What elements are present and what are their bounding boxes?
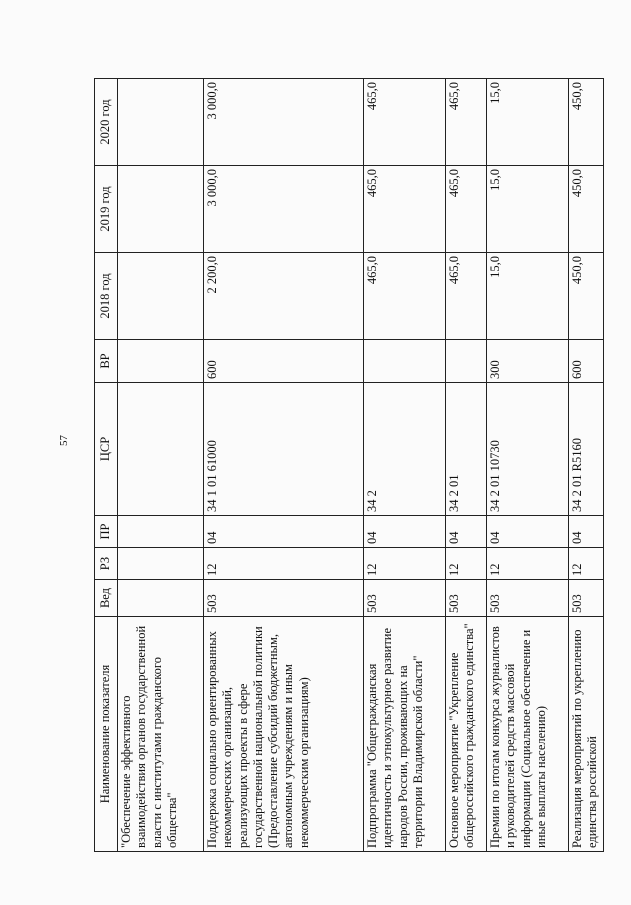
header-vr: ВР (95, 340, 118, 383)
cell-csr: 34 2 01 (446, 383, 487, 516)
header-name: Наименование показателя (95, 617, 118, 852)
budget-table (94, 78, 604, 852)
cell-name: Реализация мероприятий по укреплению единства российской (569, 617, 604, 852)
header-rz: РЗ (95, 548, 118, 580)
cell-pr: 04 (569, 516, 604, 548)
cell-2019: 465,0 (446, 166, 487, 253)
cell-ved: 503 (569, 580, 604, 617)
cell-ved: 503 (364, 580, 446, 617)
cell-2019 (118, 166, 204, 253)
header-2018: 2018 год (95, 253, 118, 340)
cell-ved: 503 (487, 580, 569, 617)
cell-rz: 12 (487, 548, 569, 580)
cell-vr (364, 340, 446, 383)
cell-pr: 04 (204, 516, 364, 548)
cell-rz: 12 (364, 548, 446, 580)
header-pr: ПР (95, 516, 118, 548)
cell-2020: 465,0 (364, 79, 446, 166)
cell-vr: 600 (569, 340, 604, 383)
cell-csr (118, 383, 204, 516)
cell-ved: 503 (446, 580, 487, 617)
cell-2020: 3 000,0 (204, 79, 364, 166)
cell-rz: 12 (204, 548, 364, 580)
cell-csr: 34 2 01 R5160 (569, 383, 604, 516)
page-number: 57 (58, 435, 70, 446)
cell-2018 (118, 253, 204, 340)
cell-2019: 450,0 (569, 166, 604, 253)
cell-2018: 465,0 (364, 253, 446, 340)
cell-name: "Обеспечение эффективного взаимодействия органов государственной власти с институтами гражданского общества" (118, 617, 204, 852)
cell-pr (118, 516, 204, 548)
cell-2020: 465,0 (446, 79, 487, 166)
cell-pr: 04 (446, 516, 487, 548)
table-row (118, 79, 204, 852)
cell-vr (118, 340, 204, 383)
cell-2018: 15,0 (487, 253, 569, 340)
cell-2019: 3 000,0 (204, 166, 364, 253)
cell-2018: 2 200,0 (204, 253, 364, 340)
cell-2020 (118, 79, 204, 166)
header-2020: 2020 год (95, 79, 118, 166)
cell-ved (118, 580, 204, 617)
table-header-row (95, 79, 118, 852)
cell-2020: 450,0 (569, 79, 604, 166)
cell-name: Поддержка социально ориентированных некоммерческих организаций, реализующих проекты в сфере государственной национальной политики (Предоставление субсидий бюджетным, автономным учреждениям и иным некоммерческим организациям) (204, 617, 364, 852)
rotated-table-container (94, 78, 600, 852)
cell-vr (446, 340, 487, 383)
cell-2018: 465,0 (446, 253, 487, 340)
table-row (569, 79, 604, 852)
cell-csr: 34 2 (364, 383, 446, 516)
table-row (364, 79, 446, 852)
cell-pr: 04 (487, 516, 569, 548)
cell-name: Премии по итогам конкурса журналистов и руководителей средств массовой информации (Социальное обеспечение и иные выплаты населению) (487, 617, 569, 852)
cell-rz (118, 548, 204, 580)
table-row (487, 79, 569, 852)
cell-2020: 15,0 (487, 79, 569, 166)
table-row (204, 79, 364, 852)
cell-ved: 503 (204, 580, 364, 617)
header-ved: Вед (95, 580, 118, 617)
cell-name: Подпрограмма "Общегражданская идентичность и этнокультурное развитие народов России, проживающих на территории Владимирской области" (364, 617, 446, 852)
cell-2019: 465,0 (364, 166, 446, 253)
cell-csr: 34 1 01 61000 (204, 383, 364, 516)
cell-csr: 34 2 01 10730 (487, 383, 569, 516)
cell-vr: 300 (487, 340, 569, 383)
cell-2019: 15,0 (487, 166, 569, 253)
cell-rz: 12 (446, 548, 487, 580)
header-2019: 2019 год (95, 166, 118, 253)
cell-2018: 450,0 (569, 253, 604, 340)
cell-vr: 600 (204, 340, 364, 383)
cell-pr: 04 (364, 516, 446, 548)
cell-name: Основное мероприятие "Укрепление общероссийского гражданского единства" (446, 617, 487, 852)
header-csr: ЦСР (95, 383, 118, 516)
table-row (446, 79, 487, 852)
cell-rz: 12 (569, 548, 604, 580)
